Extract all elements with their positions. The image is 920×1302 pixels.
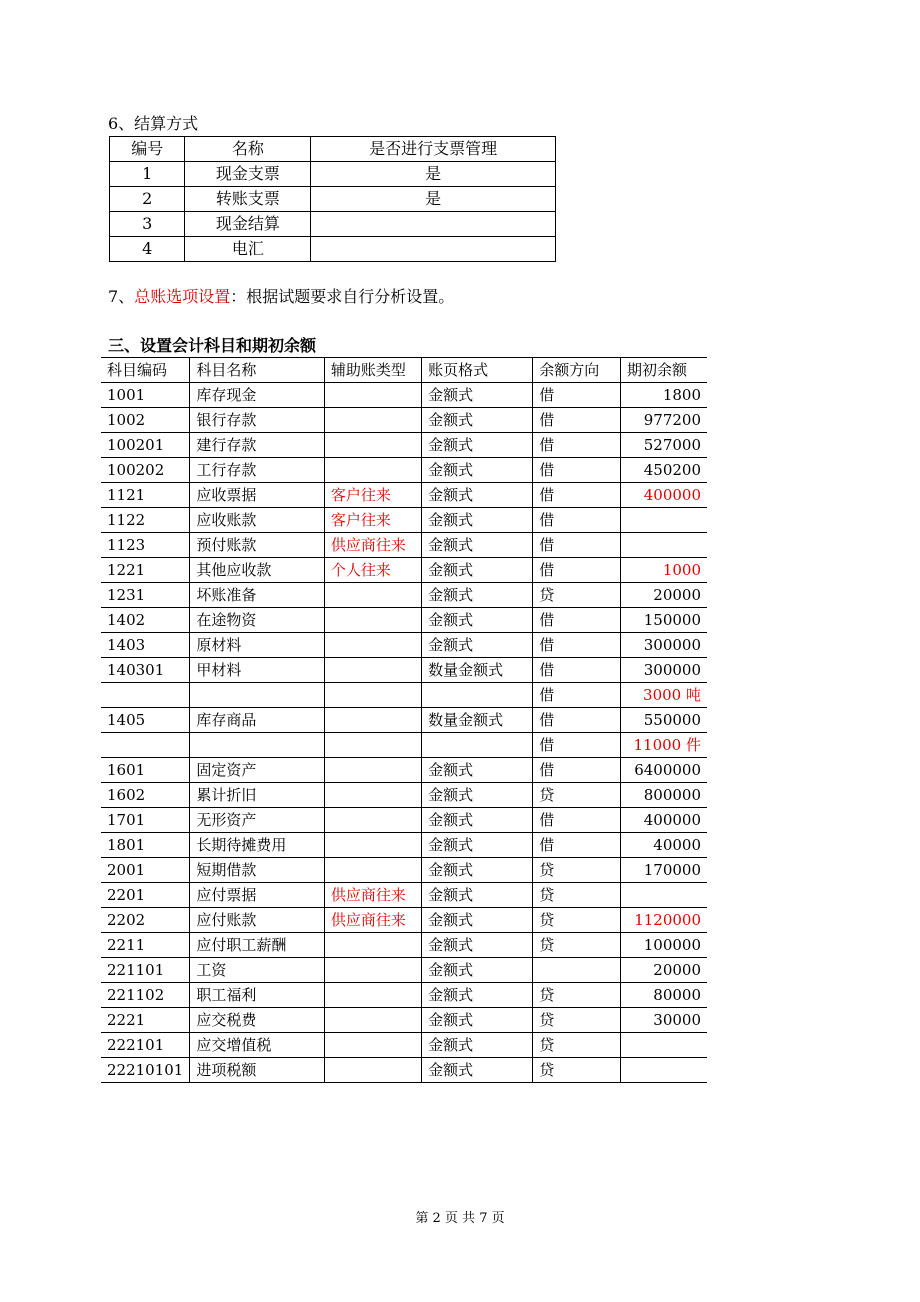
settlement-cell: 电汇 xyxy=(185,237,311,262)
aux-type-cell xyxy=(324,933,421,958)
settlement-cell: 是 xyxy=(311,187,556,212)
aux-type-cell xyxy=(324,758,421,783)
account-name-cell: 其他应收款 xyxy=(190,558,324,583)
aux-type-cell xyxy=(324,433,421,458)
table-row xyxy=(101,1033,707,1058)
balance-direction-cell: 借 xyxy=(533,633,621,658)
aux-type-cell: 客户往来 xyxy=(324,508,421,533)
table-row xyxy=(101,658,707,683)
balance-direction-cell: 借 xyxy=(533,608,621,633)
aux-type-cell xyxy=(324,983,421,1008)
aux-type-cell xyxy=(324,1033,421,1058)
page-format-cell: 金额式 xyxy=(422,1033,533,1058)
account-name-cell: 累计折旧 xyxy=(190,783,324,808)
balance-direction-cell: 借 xyxy=(533,708,621,733)
table-row xyxy=(110,187,556,212)
settlement-table xyxy=(109,136,556,262)
settlement-cell: 名称 xyxy=(185,137,311,162)
aux-type-cell xyxy=(324,858,421,883)
account-name-cell xyxy=(190,683,324,708)
table-row xyxy=(110,212,556,237)
table-row xyxy=(101,758,707,783)
aux-type-cell xyxy=(324,808,421,833)
account-code-cell: 1002 xyxy=(101,408,190,433)
aux-type-cell xyxy=(324,608,421,633)
account-name-cell: 在途物资 xyxy=(190,608,324,633)
aux-type-cell xyxy=(324,708,421,733)
aux-type-cell: 供应商往来 xyxy=(324,883,421,908)
page-format-cell: 数量金额式 xyxy=(422,708,533,733)
balance-direction-cell: 借 xyxy=(533,458,621,483)
balance-direction-cell: 借 xyxy=(533,433,621,458)
balance-direction-cell xyxy=(533,958,621,983)
settlement-cell xyxy=(311,237,556,262)
opening-balance-cell xyxy=(620,1058,707,1083)
opening-balance-cell: 170000 xyxy=(620,858,707,883)
account-code-cell: 1801 xyxy=(101,833,190,858)
opening-balance-cell xyxy=(620,1033,707,1058)
account-code-cell: 1402 xyxy=(101,608,190,633)
page-format-cell: 金额式 xyxy=(422,433,533,458)
opening-balance-cell: 20000 xyxy=(620,958,707,983)
aux-type-cell: 供应商往来 xyxy=(324,533,421,558)
settlement-cell: 4 xyxy=(110,237,185,262)
table-row xyxy=(101,733,707,758)
account-name-cell: 应收账款 xyxy=(190,508,324,533)
column-header: 余额方向 xyxy=(533,358,621,383)
settlement-cell: 是 xyxy=(311,162,556,187)
table-row xyxy=(101,508,707,533)
column-header: 辅助账类型 xyxy=(324,358,421,383)
page-format-cell: 金额式 xyxy=(422,833,533,858)
page-format-cell: 金额式 xyxy=(422,858,533,883)
account-name-cell: 应付账款 xyxy=(190,908,324,933)
table-row xyxy=(101,558,707,583)
aux-type-cell xyxy=(324,1008,421,1033)
table-row xyxy=(101,833,707,858)
table-row xyxy=(101,383,707,408)
balance-direction-cell: 贷 xyxy=(533,908,621,933)
aux-type-cell: 个人往来 xyxy=(324,558,421,583)
settlement-cell: 3 xyxy=(110,212,185,237)
account-code-cell xyxy=(101,683,190,708)
balance-direction-cell: 贷 xyxy=(533,1058,621,1083)
account-code-cell: 2001 xyxy=(101,858,190,883)
table-row xyxy=(101,983,707,1008)
account-code-cell: 1601 xyxy=(101,758,190,783)
page-format-cell xyxy=(422,683,533,708)
settlement-cell: 转账支票 xyxy=(185,187,311,212)
opening-balance-cell: 977200 xyxy=(620,408,707,433)
opening-balance-cell: 6400000 xyxy=(620,758,707,783)
aux-type-cell xyxy=(324,1058,421,1083)
aux-type-cell xyxy=(324,458,421,483)
table-row xyxy=(101,533,707,558)
account-name-cell: 工行存款 xyxy=(190,458,324,483)
page-format-cell: 金额式 xyxy=(422,533,533,558)
account-code-cell: 22210101 xyxy=(101,1058,190,1083)
account-code-cell: 2201 xyxy=(101,883,190,908)
aux-type-cell xyxy=(324,958,421,983)
table-row xyxy=(101,908,707,933)
ledger-option-line xyxy=(108,287,454,307)
balance-direction-cell: 贷 xyxy=(533,1033,621,1058)
settlement-cell: 2 xyxy=(110,187,185,212)
opening-balance-cell: 300000 xyxy=(620,658,707,683)
account-code-cell: 221101 xyxy=(101,958,190,983)
settlement-cell: 编号 xyxy=(110,137,185,162)
balance-direction-cell: 贷 xyxy=(533,983,621,1008)
account-code-cell: 1403 xyxy=(101,633,190,658)
table-row xyxy=(101,458,707,483)
page-format-cell: 金额式 xyxy=(422,483,533,508)
page-format-cell: 金额式 xyxy=(422,783,533,808)
opening-balance-cell: 527000 xyxy=(620,433,707,458)
table-row xyxy=(101,808,707,833)
column-header: 科目名称 xyxy=(190,358,324,383)
table-row xyxy=(110,162,556,187)
column-header: 账页格式 xyxy=(422,358,533,383)
account-code-cell: 1701 xyxy=(101,808,190,833)
aux-type-cell: 供应商往来 xyxy=(324,908,421,933)
balance-direction-cell: 借 xyxy=(533,808,621,833)
page-footer: 第 2 页 共 7 页 xyxy=(415,1211,505,1226)
table-row xyxy=(101,958,707,983)
account-name-cell: 应交税费 xyxy=(190,1008,324,1033)
table-row xyxy=(101,1008,707,1033)
balance-direction-cell: 借 xyxy=(533,558,621,583)
opening-balance-cell: 400000 xyxy=(620,808,707,833)
table-row xyxy=(101,858,707,883)
opening-balance-cell: 100000 xyxy=(620,933,707,958)
account-code-cell: 1121 xyxy=(101,483,190,508)
account-name-cell: 工资 xyxy=(190,958,324,983)
table-row xyxy=(101,433,707,458)
account-name-cell: 预付账款 xyxy=(190,533,324,558)
opening-balance-cell: 1800 xyxy=(620,383,707,408)
aux-type-cell xyxy=(324,658,421,683)
aux-type-cell xyxy=(324,833,421,858)
account-code-cell xyxy=(101,733,190,758)
settlement-header-row xyxy=(110,137,556,162)
balance-direction-cell: 贷 xyxy=(533,858,621,883)
page-format-cell xyxy=(422,733,533,758)
account-name-cell: 坏账准备 xyxy=(190,583,324,608)
page-format-cell: 金额式 xyxy=(422,508,533,533)
table-row xyxy=(110,237,556,262)
opening-balance-cell: 40000 xyxy=(620,833,707,858)
account-code-cell: 100202 xyxy=(101,458,190,483)
opening-balance-cell: 1120000 xyxy=(620,908,707,933)
opening-balance-cell xyxy=(620,533,707,558)
account-name-cell: 固定资产 xyxy=(190,758,324,783)
page-format-cell: 金额式 xyxy=(422,383,533,408)
account-name-cell: 应付票据 xyxy=(190,883,324,908)
opening-balance-cell: 450200 xyxy=(620,458,707,483)
balance-direction-cell: 贷 xyxy=(533,933,621,958)
balance-direction-cell: 借 xyxy=(533,483,621,508)
page-format-cell: 金额式 xyxy=(422,908,533,933)
accounts-table xyxy=(101,357,707,1083)
account-name-cell: 应付职工薪酬 xyxy=(190,933,324,958)
table-row xyxy=(101,633,707,658)
balance-direction-cell: 借 xyxy=(533,758,621,783)
balance-direction-cell: 借 xyxy=(533,683,621,708)
page-format-cell: 金额式 xyxy=(422,583,533,608)
table-row xyxy=(101,933,707,958)
balance-direction-cell: 借 xyxy=(533,733,621,758)
page-format-cell: 金额式 xyxy=(422,958,533,983)
balance-direction-cell: 贷 xyxy=(533,883,621,908)
table-row xyxy=(101,883,707,908)
page-format-cell: 金额式 xyxy=(422,558,533,583)
opening-balance-cell: 80000 xyxy=(620,983,707,1008)
aux-type-cell xyxy=(324,633,421,658)
page-format-cell: 金额式 xyxy=(422,633,533,658)
balance-direction-cell: 借 xyxy=(533,658,621,683)
accounts-header-row xyxy=(101,358,707,383)
account-code-cell: 1221 xyxy=(101,558,190,583)
opening-balance-cell: 550000 xyxy=(620,708,707,733)
opening-balance-cell: 30000 xyxy=(620,1008,707,1033)
account-name-cell: 库存商品 xyxy=(190,708,324,733)
opening-balance-cell: 1000 xyxy=(620,558,707,583)
account-name-cell: 应交增值税 xyxy=(190,1033,324,1058)
table-row xyxy=(101,608,707,633)
aux-type-cell: 客户往来 xyxy=(324,483,421,508)
account-code-cell: 100201 xyxy=(101,433,190,458)
balance-direction-cell: 借 xyxy=(533,533,621,558)
page-format-cell: 金额式 xyxy=(422,1058,533,1083)
aux-type-cell xyxy=(324,383,421,408)
account-code-cell: 1122 xyxy=(101,508,190,533)
aux-type-cell xyxy=(324,583,421,608)
account-name-cell: 进项税额 xyxy=(190,1058,324,1083)
opening-balance-cell: 150000 xyxy=(620,608,707,633)
table-row xyxy=(101,583,707,608)
table-row xyxy=(101,783,707,808)
account-code-cell: 2202 xyxy=(101,908,190,933)
table-row xyxy=(101,683,707,708)
settlement-cell: 1 xyxy=(110,162,185,187)
opening-balance-cell: 11000 件 xyxy=(620,733,707,758)
account-code-cell: 1405 xyxy=(101,708,190,733)
accounts-section-title: 三、设置会计科目和期初余额 xyxy=(108,336,317,355)
opening-balance-cell: 20000 xyxy=(620,583,707,608)
settlement-title: 6、结算方式 xyxy=(108,114,199,133)
settlement-cell xyxy=(311,212,556,237)
account-name-cell: 长期待摊费用 xyxy=(190,833,324,858)
opening-balance-cell: 3000 吨 xyxy=(620,683,707,708)
account-name-cell: 应收票据 xyxy=(190,483,324,508)
account-code-cell: 140301 xyxy=(101,658,190,683)
account-code-cell: 1001 xyxy=(101,383,190,408)
account-name-cell: 建行存款 xyxy=(190,433,324,458)
settlement-cell: 现金结算 xyxy=(185,212,311,237)
opening-balance-cell xyxy=(620,883,707,908)
balance-direction-cell: 借 xyxy=(533,408,621,433)
column-header: 期初余额 xyxy=(620,358,707,383)
account-name-cell: 库存现金 xyxy=(190,383,324,408)
table-row xyxy=(101,708,707,733)
aux-type-cell xyxy=(324,408,421,433)
opening-balance-cell: 400000 xyxy=(620,483,707,508)
page-format-cell: 数量金额式 xyxy=(422,658,533,683)
account-name-cell: 短期借款 xyxy=(190,858,324,883)
account-name-cell xyxy=(190,733,324,758)
account-code-cell: 2221 xyxy=(101,1008,190,1033)
ledger-option-highlight: 总账选项设置 xyxy=(134,287,231,306)
page-format-cell: 金额式 xyxy=(422,983,533,1008)
account-code-cell: 221102 xyxy=(101,983,190,1008)
table-row xyxy=(101,1058,707,1083)
account-code-cell: 222101 xyxy=(101,1033,190,1058)
opening-balance-cell: 800000 xyxy=(620,783,707,808)
page-format-cell: 金额式 xyxy=(422,458,533,483)
balance-direction-cell: 借 xyxy=(533,383,621,408)
account-name-cell: 甲材料 xyxy=(190,658,324,683)
account-name-cell: 原材料 xyxy=(190,633,324,658)
aux-type-cell xyxy=(324,733,421,758)
aux-type-cell xyxy=(324,683,421,708)
balance-direction-cell: 贷 xyxy=(533,1008,621,1033)
account-name-cell: 银行存款 xyxy=(190,408,324,433)
column-header: 科目编码 xyxy=(101,358,190,383)
page-format-cell: 金额式 xyxy=(422,933,533,958)
account-code-cell: 1602 xyxy=(101,783,190,808)
page-format-cell: 金额式 xyxy=(422,1008,533,1033)
page-format-cell: 金额式 xyxy=(422,408,533,433)
settlement-cell: 现金支票 xyxy=(185,162,311,187)
page-format-cell: 金额式 xyxy=(422,883,533,908)
ledger-option-text: ：根据试题要求自行分析设置。 xyxy=(230,287,455,306)
settlement-cell: 是否进行支票管理 xyxy=(311,137,556,162)
page-format-cell: 金额式 xyxy=(422,758,533,783)
balance-direction-cell: 贷 xyxy=(533,583,621,608)
balance-direction-cell: 贷 xyxy=(533,783,621,808)
balance-direction-cell: 借 xyxy=(533,508,621,533)
account-name-cell: 职工福利 xyxy=(190,983,324,1008)
ledger-option-prefix: 7、 xyxy=(108,287,135,306)
page-format-cell: 金额式 xyxy=(422,608,533,633)
account-name-cell: 无形资产 xyxy=(190,808,324,833)
table-row xyxy=(101,483,707,508)
table-row xyxy=(101,408,707,433)
opening-balance-cell: 300000 xyxy=(620,633,707,658)
account-code-cell: 1231 xyxy=(101,583,190,608)
balance-direction-cell: 借 xyxy=(533,833,621,858)
opening-balance-cell xyxy=(620,508,707,533)
account-code-cell: 2211 xyxy=(101,933,190,958)
aux-type-cell xyxy=(324,783,421,808)
page-format-cell: 金额式 xyxy=(422,808,533,833)
account-code-cell: 1123 xyxy=(101,533,190,558)
